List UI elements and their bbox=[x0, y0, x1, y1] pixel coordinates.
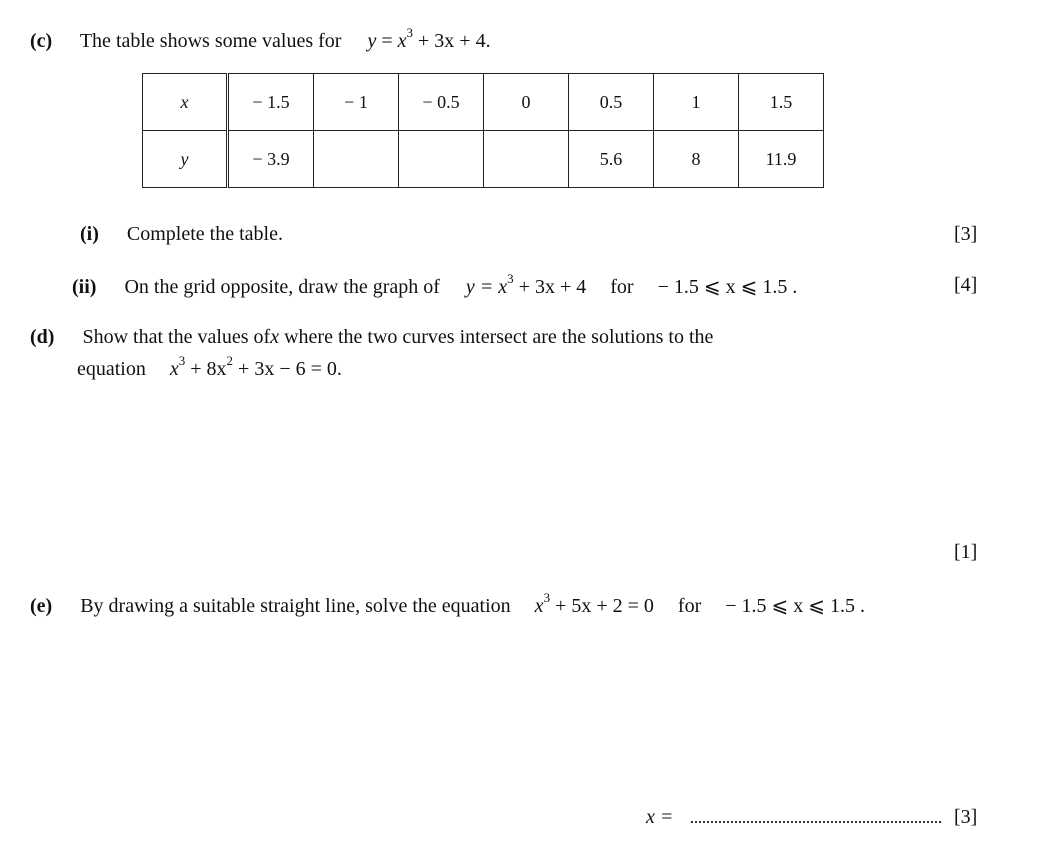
x-cell: − 0.5 bbox=[399, 74, 484, 131]
part-cii-marks: [4] bbox=[954, 274, 978, 296]
x-cell: 0.5 bbox=[569, 74, 654, 131]
part-d-text: Show that the values of bbox=[82, 326, 271, 348]
part-cii-range: − 1.5 ⩽ x ⩽ 1.5 . bbox=[657, 276, 798, 298]
part-d-marks: [1] bbox=[954, 541, 978, 563]
y-cell: − 3.9 bbox=[228, 131, 314, 188]
answer-label: x = bbox=[646, 806, 674, 828]
x-cell: 1.5 bbox=[739, 74, 824, 131]
part-c-line bbox=[30, 25, 491, 53]
part-e-marks: [3] bbox=[954, 806, 978, 828]
part-d-text-rest: where the two curves intersect are the solutions to the bbox=[279, 326, 714, 348]
x-cell: − 1.5 bbox=[228, 74, 314, 131]
table-header-x: x bbox=[143, 74, 228, 131]
part-e-label: (e) bbox=[30, 595, 53, 617]
values-table bbox=[142, 73, 824, 188]
part-e-for: for bbox=[677, 595, 702, 617]
y-cell-blank[interactable] bbox=[484, 131, 569, 188]
y-cell: 11.9 bbox=[739, 131, 824, 188]
y-cell-blank[interactable] bbox=[314, 131, 399, 188]
part-d-equation-word: equation bbox=[77, 358, 146, 380]
table-header-y: y bbox=[143, 131, 228, 188]
part-c-intro: The table shows some values for bbox=[79, 30, 342, 52]
part-ci-line bbox=[80, 223, 283, 246]
part-c-equation: $y = x^3 + 3x + 4$. bbox=[367, 25, 491, 52]
y-cell: 8 bbox=[654, 131, 739, 188]
x-cell: 1 bbox=[654, 74, 739, 131]
answer-blank[interactable] bbox=[691, 807, 941, 823]
table-row-y bbox=[143, 131, 824, 188]
part-c-label: (c) bbox=[30, 30, 53, 52]
part-cii-text: On the grid opposite, draw the graph of bbox=[124, 276, 440, 298]
part-d-equation: $x^3 + 8x^2 + 3x - 6 = 0$. bbox=[169, 353, 342, 380]
part-e-line bbox=[30, 590, 866, 618]
part-ci-text: Complete the table. bbox=[126, 223, 283, 245]
part-d-var: x bbox=[270, 326, 280, 348]
part-d-line2 bbox=[77, 353, 342, 381]
part-d-label: (d) bbox=[30, 326, 55, 348]
x-cell: 0 bbox=[484, 74, 569, 131]
part-e-range: − 1.5 ⩽ x ⩽ 1.5 . bbox=[725, 595, 866, 617]
table-row-x bbox=[143, 74, 824, 131]
part-cii-label: (ii) bbox=[72, 276, 97, 298]
part-ci-label: (i) bbox=[80, 223, 99, 245]
x-cell: − 1 bbox=[314, 74, 399, 131]
y-cell-blank[interactable] bbox=[399, 131, 484, 188]
part-e-equation: $x^3 + 5x + 2 = 0$ bbox=[534, 590, 654, 617]
part-ci-marks: [3] bbox=[954, 223, 978, 245]
part-cii-for: for bbox=[610, 276, 634, 298]
y-cell: 5.6 bbox=[569, 131, 654, 188]
part-e-text: By drawing a suitable straight line, solve the equation bbox=[80, 595, 511, 617]
part-d-line1 bbox=[30, 326, 713, 349]
answer-line bbox=[646, 806, 941, 829]
part-cii-equation: $y = x^3 + 3x + 4$ bbox=[465, 271, 587, 298]
part-cii-line bbox=[72, 271, 798, 299]
